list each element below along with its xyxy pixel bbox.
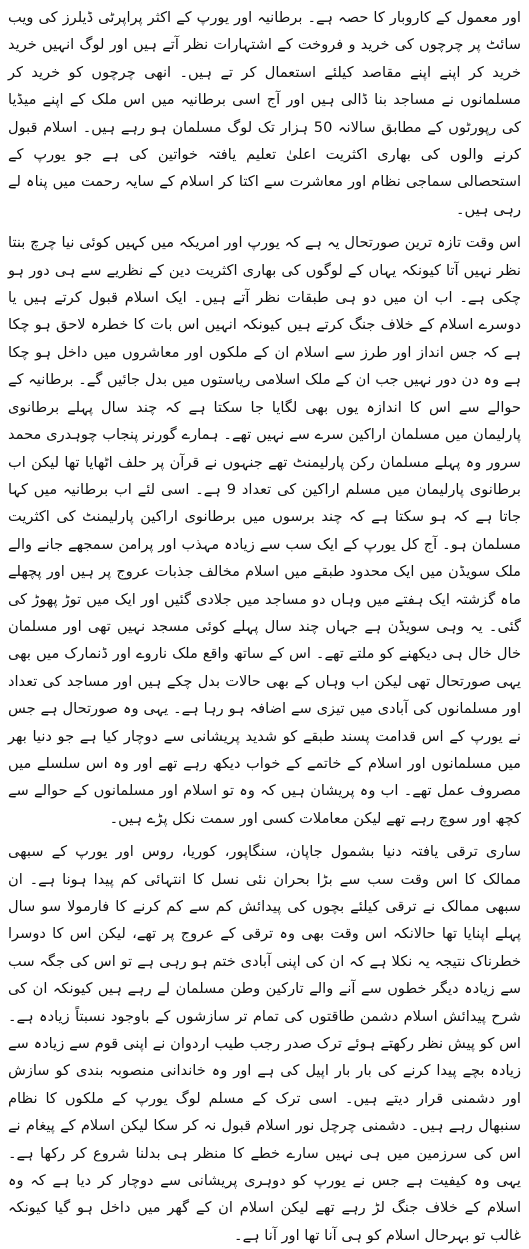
paragraph-3: ساری ترقی یافتہ دنیا بشمول جاپان، سنگاپور، کوریا، روس اور یورپ کے سبھی ممالک کا اس وقت سب سے بڑا بحران نئی نسل کا انتہائی کم پیدا ہونا ہے۔ ان سبھی ممالک نے ترقی کیلئے بچوں کی پیدائش کم سے کم کرنے کا فارمولا سو سال پہلے اپنایا تھا حالانکہ اس وقت بھی وہ ترقی کے عروج پر تھے، لیکن اس کا دوسرا خطرناک نتیجہ یہ نکلا ہے کہ ان کی اپنی آبادی ختم ہو رہی ہے تو اس کی جگہ سب سے زیادہ دیگر خطوں سے آنے والے تارکین وطن مسلمان لے رہے ہیں کیونکہ ان کی شرح پیدائش اسلام دشمن طاقتوں کی تمام تر سازشوں کے باوجود نسبتاً زیادہ ہے۔ اس کو پیش نظر رکھتے ہوئے ترک صدر رجب طیب اردوان نے اپنی قوم سے زیادہ سے زیادہ بچے پیدا کرنے کی بار بار اپیل کی ہے اور وہ خاندانی منصوبہ بندی کو سازش اور دشمنی قرار دیتے ہیں۔ اسی ترک کے مسلم لوگ یورپ کے ملکوں کا نظام سنبھال رہے ہیں۔ دشمنی چرچل نور اسلام قبول نہ کر سکا لیکن اسلام کے پیغام نے اس کی سرزمین میں ہی نہیں سارے خطے کا منظر ہی بدلنا شروع کر رکھا ہے۔ یہی وہ کیفیت ہے جس نے یورپ کو دوہری پریشانی سے دوچار کر دیا ہے کہ وہ اسلام کے خلاف جنگ لڑ رہے تھے لیکن اسلام ان کے گھر میں داخل ہو گیا کیونکہ غالب تو بہرحال اسلام کو ہی آنا تھا اور آنا ہے۔ [8,843,521,1244]
paragraph-1: اور معمول کے کاروبار کا حصہ ہے۔ برطانیہ اور یورپ کے اکثر پراپرٹی ڈیلرز کی ویب سائٹ پر چرچوں کی خرید و فروخت کے اشتہارات نظر آتے ہیں اور لوگ انہیں خرید خرید کر اپنے اپنے مقاصد کیلئے استعمال کر تے ہیں۔ انھی چرچوں کو خرید کر مسلمانوں نے مساجد بنا ڈالی ہیں اور آج اسی برطانیہ میں اس ملک کے اپنے میڈیا کی رپورٹوں کے مطابق سالانہ 50 ہزار تک لوگ مسلمان ہو رہے ہیں۔ اسلام قبول کرنے والوں کی بھاری اکثریت اعلیٰ تعلیم یافتہ خواتین کی ہے جو یورپ کے استحصالی سماجی نظام اور معاشرت سے اکتا کر اسلام کے سایہ رحمت میں پناہ لے رہی ہیں۔ [8,9,521,218]
paragraph-2: اس وقت تازہ ترین صورتحال یہ ہے کہ یورپ اور امریکہ میں کہیں کوئی نیا چرچ بنتا نظر نہیں آتا کیونکہ یہاں کے لوگوں کی بھاری اکثریت دین کے نظریے سے ہی دور ہو چکی ہے۔ اب ان میں دو ہی طبقات نظر آتے ہیں۔ ایک اسلام قبول کرتے ہیں یا دوسرے اسلام کے خلاف جنگ کرتے ہیں کیونکہ انہیں اس بات کا خطرہ لاحق ہو چکا ہے کہ جس انداز اور طرز سے اسلام ان کے ملکوں اور معاشروں میں داخل ہو چکا ہے وہ دن دور نہیں جب ان کے ملک اسلامی ریاستوں میں بدل جائیں گے۔ برطانیہ کے حوالے سے اس کا اندازہ یوں بھی لگایا جا سکتا ہے کہ چند سال پہلے برطانوی پارلیمان میں مسلمان اراکین سرے سے نہیں تھے۔ ہمارے گورنر پنجاب چوہدری محمد سرور وہ پہلے مسلمان رکن پارلیمنٹ تھے جنہوں نے قرآن پر حلف اٹھایا تھا لیکن اب برطانوی پارلیمان میں مسلم اراکین کی تعداد 9 ہے۔ اسی لئے اب برطانیہ میں کہا جاتا ہے کہ ہو سکتا ہے کہ چند برسوں میں برطانوی اراکین پارلیمنٹ کی اکثریت مسلمان ہو۔ آج کل یورپ کے ایک سب سے زیادہ مہذب اور پرامن سمجھے جانے والے ملک سویڈن میں ایک محدود طبقے میں اسلام مخالف جذبات عروج پر ہیں اور پچھلے ماہ گزشتہ ایک ہفتے میں وہاں دو مساجد میں جلادی گئیں اور ایک میں توڑ پھوڑ کی گئی۔ یہ وہی سویڈن ہے جہاں چند سال پہلے کوئی مسجد نہیں تھی اور مسلمان خال خال ہی دیکھنے کو ملتے تھے۔ اس کے ساتھ واقع ملک ناروے اور ڈنمارک میں بھی یہی صورتحال تھی لیکن اب وہاں کے بھی حالات بدل چکے ہیں اور مساجد کی تعداد اور مسلمانوں کی آبادی میں تیزی سے اضافہ ہو رہا ہے۔ یہی وہ صورتحال ہے جس نے یورپ کے اس قدامت پسند طبقے کو شدید پریشانی سے دوچار کیا ہے جو دنیا بھر میں مسلمانوں اور اسلام کے خاتمے کے خواب دیکھ رہے تھے اور وہ اس سلسلے میں مصروف عمل تھے۔ اب وہ پریشان ہیں کہ وہ تو اسلام اور مسلمانوں کے حوالے سے کچھ اور سوچ رہے تھے لیکن معاملات کسی اور سمت نکل پڑے ہیں۔ [8,234,521,827]
